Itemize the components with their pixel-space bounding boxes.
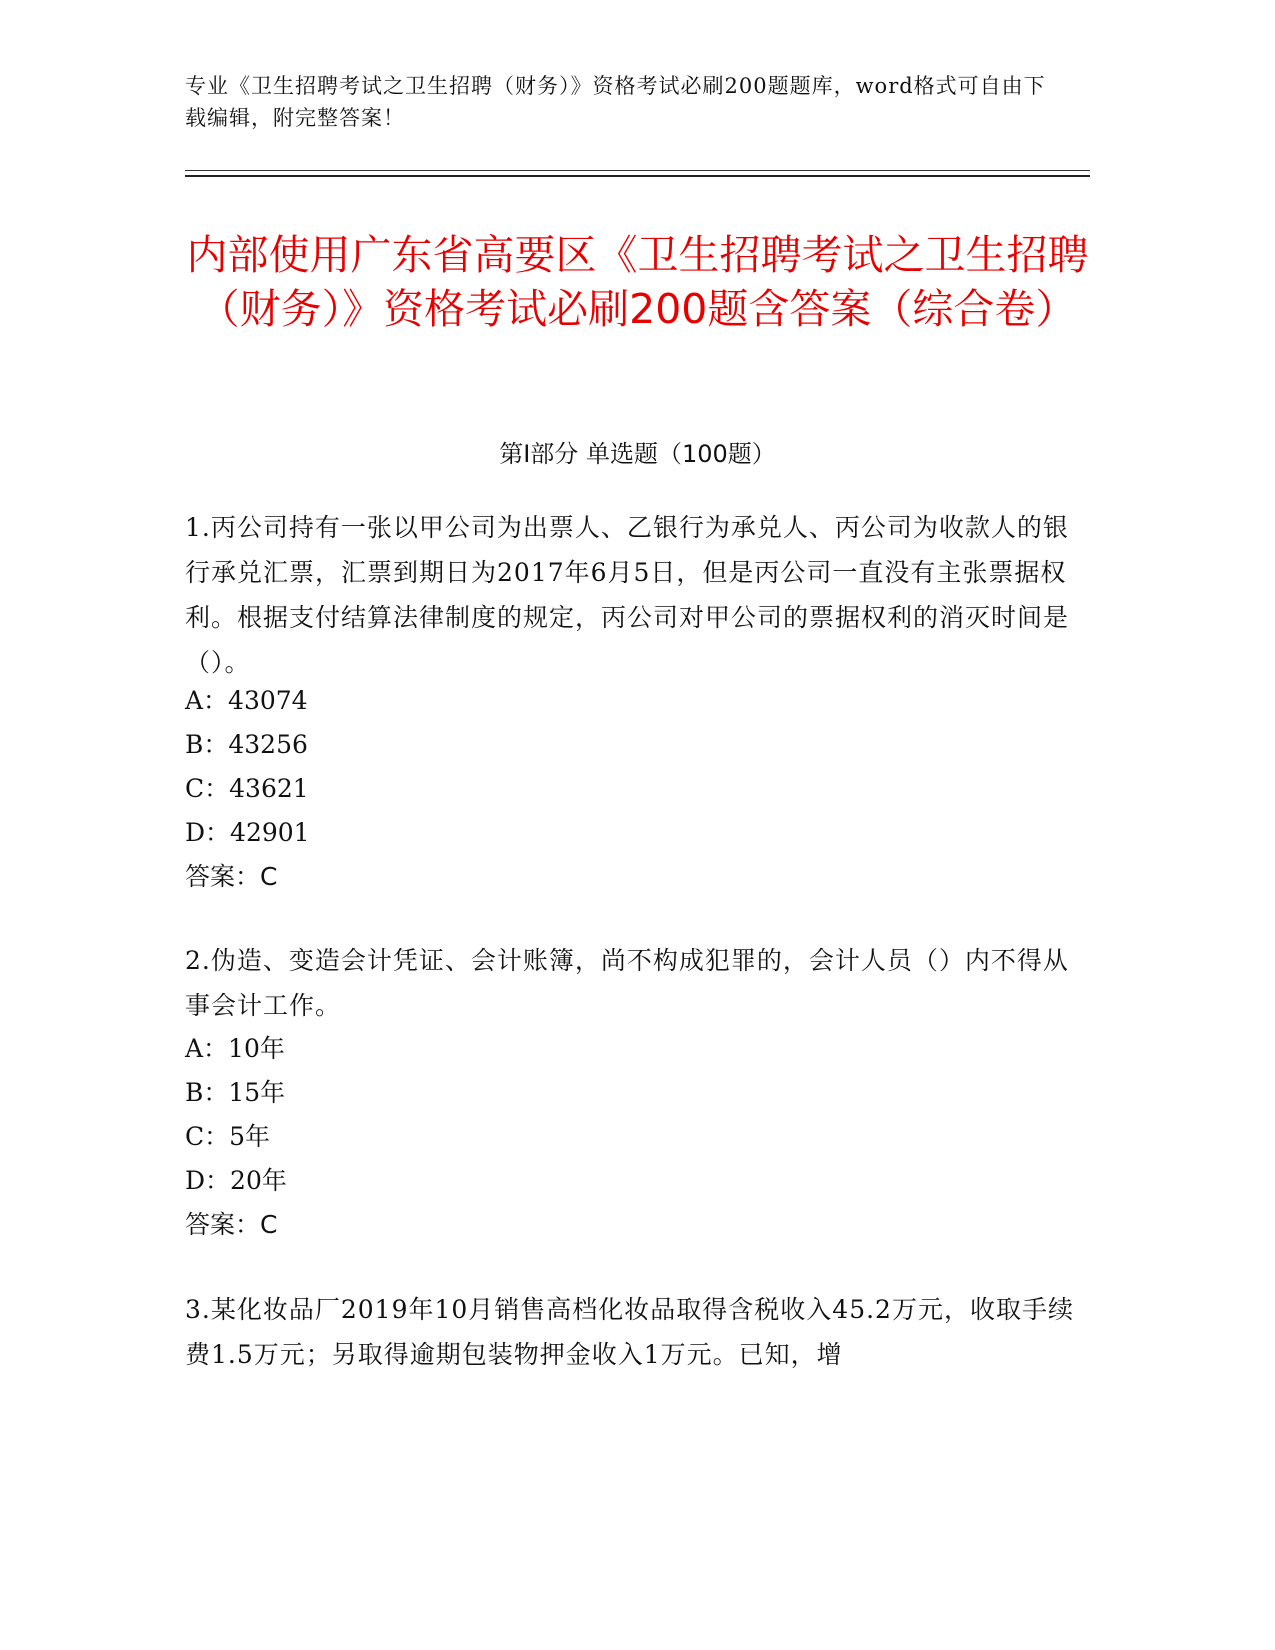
question-2-stem: 2.伪造、变造会计凭证、会计账簿，尚不构成犯罪的，会计人员（）内不得从事会计工作。 (185, 946, 1069, 1020)
question-1-option-c: C：43621 (185, 774, 309, 803)
header-divider-thick (185, 175, 1090, 177)
question-2-option-c: C：5年 (185, 1122, 271, 1151)
question-2-option-a: A：10年 (185, 1034, 285, 1063)
question-1-option-d: D：42901 (185, 818, 310, 847)
question-1-option-b: B：43256 (185, 730, 308, 759)
question-1-option-a: A：43074 (185, 686, 308, 715)
header-divider-thin (185, 170, 1090, 171)
question-1-answer: 答案：C (185, 862, 278, 891)
question-1-stem: 1.丙公司持有一张以甲公司为出票人、乙银行为承兑人、丙公司为收款人的银行承兑汇票，汇票到期日为2017年6月5日，但是丙公司一直没有主张票据权利。根据支付结算法律制度的规定，丙公司对甲公司的票据权利的消灭时间是（）。 (185, 513, 1070, 677)
question-2-answer: 答案：C (185, 1210, 278, 1239)
question-3-stem: 3.某化妆品厂2019年10月销售高档化妆品取得含税收入45.2万元，收取手续费1.5万元；另取得逾期包装物押金收入1万元。已知，增 (185, 1295, 1074, 1369)
question-2-option-b: B：15年 (185, 1078, 286, 1107)
question-2-option-d: D：20年 (185, 1166, 287, 1195)
header-note: 专业《卫生招聘考试之卫生招聘（财务）》资格考试必刷200题题库，word格式可自由下载编辑，附完整答案！ (185, 74, 1046, 130)
section-heading: 第Ⅰ部分 单选题（100题） (499, 440, 776, 468)
document-title: 内部使用广东省高要区《卫生招聘考试之卫生招聘（财务）》资格考试必刷200题含答案（综合卷） (186, 231, 1089, 333)
